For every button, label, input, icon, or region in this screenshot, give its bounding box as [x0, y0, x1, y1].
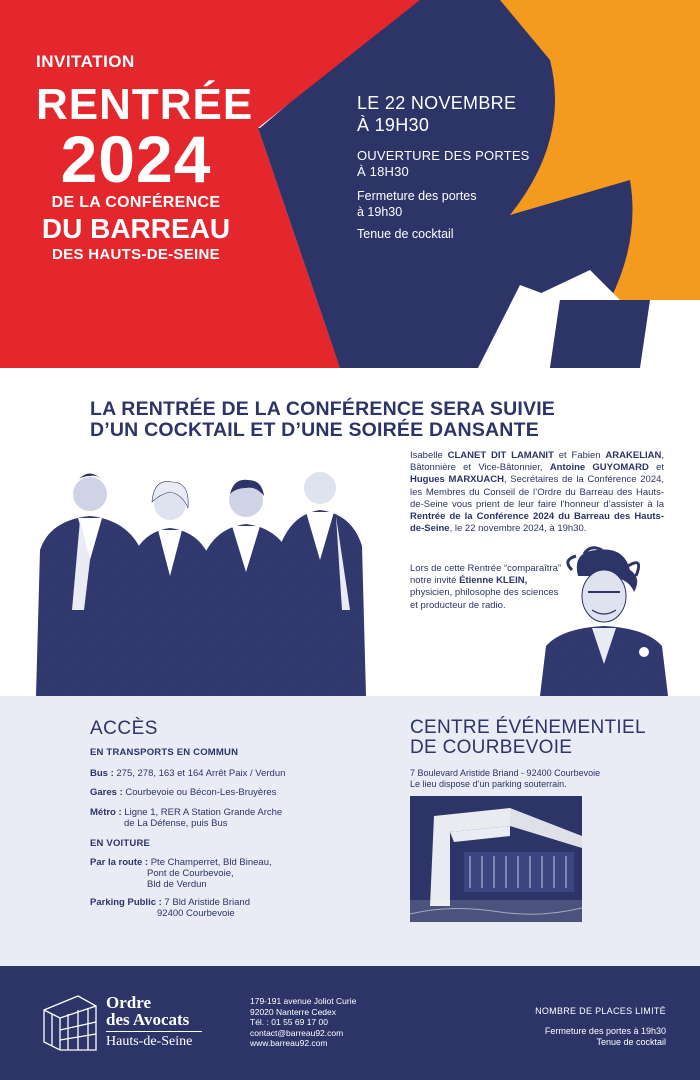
- route-value-2: Pont de Courbevoie,: [147, 868, 234, 879]
- doors-opening-line1: OUVERTURE DES PORTES: [357, 148, 530, 163]
- guest-name: Étienne KLEIN,: [459, 575, 528, 587]
- logo-line1: Ordre: [106, 993, 152, 1012]
- access-title: ACCÈS: [90, 718, 158, 739]
- ordre-des-avocats-logo-icon: [38, 986, 100, 1056]
- invitation-header: [0, 0, 700, 368]
- footer-notes: [535, 1006, 666, 1048]
- parking-label: Parking Public :: [90, 897, 162, 908]
- contact-website[interactable]: www.barreau92.com: [250, 1038, 328, 1048]
- host-figure-4: [274, 472, 366, 696]
- doors-closing: [357, 188, 547, 220]
- gares-label: Gares :: [90, 787, 123, 798]
- guest-photo: [532, 546, 672, 696]
- invite-name-2: ARAKELIAN: [605, 450, 662, 461]
- invite-text-1: Isabelle: [410, 450, 448, 461]
- guest-intro-line2: notre invité: [410, 575, 460, 587]
- invite-name-1: CLANET DIT LAMANIT: [447, 450, 554, 461]
- doors-closing-line2: à 19h30: [357, 205, 403, 219]
- venue-building-photo: [410, 796, 582, 922]
- guest-role-line2: et producteur de radio.: [410, 599, 506, 611]
- invite-text-5: , Secrétaires de la Conférence 2024, les Membres du Conseil de l’Ordre du Barreau des Hauts-de-Seine vous prient de leur faire l’honneur d’assister à la: [410, 474, 664, 510]
- bus-value: 275, 278, 163 et 164 Arrêt Paix / Verdun: [113, 768, 286, 779]
- logo-line2: des Avocats: [106, 1010, 190, 1029]
- metro-label: Métro :: [90, 807, 122, 818]
- metro-info: [90, 807, 282, 818]
- invite-text-6: , le 22 novembre 2024, à 19h30.: [449, 523, 587, 535]
- footer: [0, 966, 700, 1080]
- metro-value-2: de La Défense, puis Bus: [124, 818, 228, 829]
- venue-title-line1: CENTRE ÉVÉNEMENTIEL: [410, 717, 646, 738]
- de-la-conference: DE LA CONFÉRENCE: [51, 194, 221, 211]
- bus-info: [90, 768, 285, 779]
- route-value-3: Bld de Verdun: [147, 879, 207, 890]
- event-date: [357, 92, 547, 136]
- car-title: EN VOITURE: [90, 838, 151, 849]
- doors-opening-line2: À 18H30: [357, 164, 409, 179]
- dress-code: Tenue de cocktail: [357, 227, 454, 241]
- limited-seats-notice: NOMBRE DE PLACES LIMITÉ: [535, 1006, 666, 1016]
- event-date-line1: LE 22 NOVEMBRE: [357, 93, 517, 113]
- invitation-label: INVITATION: [36, 52, 135, 71]
- logo-line3: Hauts-de-Seine: [106, 1034, 193, 1049]
- gares-info: [90, 787, 276, 798]
- ordre-des-avocats-logo-text: [106, 994, 202, 1049]
- venue-parking-note: Le lieu dispose d’un parking souterrain.: [410, 779, 567, 789]
- cocktail-heading: [90, 399, 630, 441]
- hosts-photo: [0, 460, 400, 696]
- invite-text-2: et Fabien: [553, 450, 606, 461]
- du-barreau: DU BARREAU: [41, 213, 231, 244]
- route-info: [90, 857, 272, 868]
- event-details-block: [357, 92, 547, 242]
- des-hauts-de-seine: DES HAUTS-DE-SEINE: [52, 246, 220, 263]
- gares-value: Courbevoie ou Bécon-Les-Bruyères: [122, 787, 277, 798]
- parking-value-2: 92400 Courbevoie: [157, 908, 235, 919]
- public-transport-title: EN TRANSPORTS EN COMMUN: [90, 747, 239, 758]
- route-label: Par la route :: [90, 857, 149, 868]
- invite-name-4: Hugues MARXUACH: [410, 474, 504, 486]
- rentree-heading: RENTRÉE: [36, 80, 254, 129]
- contact-block: [250, 996, 356, 1049]
- bus-label: Bus :: [90, 768, 114, 779]
- white-shape-right: [640, 300, 700, 368]
- route-value-1: Pte Champerret, Bld Bineau,: [148, 857, 272, 868]
- venue-address-block: [410, 768, 600, 790]
- cocktail-heading-line1: LA RENTRÉE DE LA CONFÉRENCE SERA SUIVIE: [90, 398, 556, 420]
- venue-address: 7 Boulevard Aristide Briand - 92400 Courbevoie: [410, 768, 601, 778]
- invite-text-4: et: [648, 462, 665, 474]
- guest-role-line1: physicien, philosophe des sciences: [410, 587, 559, 599]
- footer-dress-code: Tenue de cocktail: [596, 1037, 666, 1047]
- footer-closing-time: Fermeture des portes à 19h30: [544, 1026, 666, 1036]
- event-date-line2: À 19H30: [357, 115, 430, 135]
- year-heading: 2024: [60, 122, 212, 196]
- doors-closing-line1: Fermeture des portes: [357, 189, 477, 203]
- event-title-block: [36, 52, 254, 263]
- practical-info-section: [0, 696, 700, 966]
- venue-title-line2: DE COURBEVOIE: [410, 737, 573, 758]
- invite-event-name: Rentrée de la Conférence 2024 du Barreau des Hauts-de-Seine: [410, 511, 664, 535]
- cocktail-heading-line2: D’UN COCKTAIL ET D’UNE SOIRÉE DANSANTE: [90, 419, 539, 441]
- invite-text-3: , Bâtonnière et Vice-Bâtonnier,: [410, 450, 665, 474]
- invitation-paragraph: [410, 450, 664, 535]
- invitation-body: [0, 368, 700, 696]
- logo-divider: [106, 1031, 202, 1032]
- parking-value-1: 7 Bld Aristide Briand: [161, 897, 250, 908]
- guest-intro-line1: Lors de cette Rentrée “comparaîtra”: [410, 563, 562, 574]
- parking-info: [90, 897, 250, 908]
- invite-name-3: Antoine GUYOMARD: [549, 462, 649, 474]
- contact-address-line1: 179-191 avenue Joliot Curie: [250, 996, 357, 1006]
- contact-phone: Tél. : 01 55 69 17 00: [250, 1017, 328, 1027]
- doors-opening: [357, 148, 547, 180]
- contact-email[interactable]: contact@barreau92.com: [250, 1027, 344, 1038]
- metro-value-1: Ligne 1, RER A Station Grande Arche: [121, 807, 283, 818]
- contact-address-line2: 92020 Nanterre Cedex: [250, 1006, 337, 1017]
- venue-title: [410, 718, 690, 758]
